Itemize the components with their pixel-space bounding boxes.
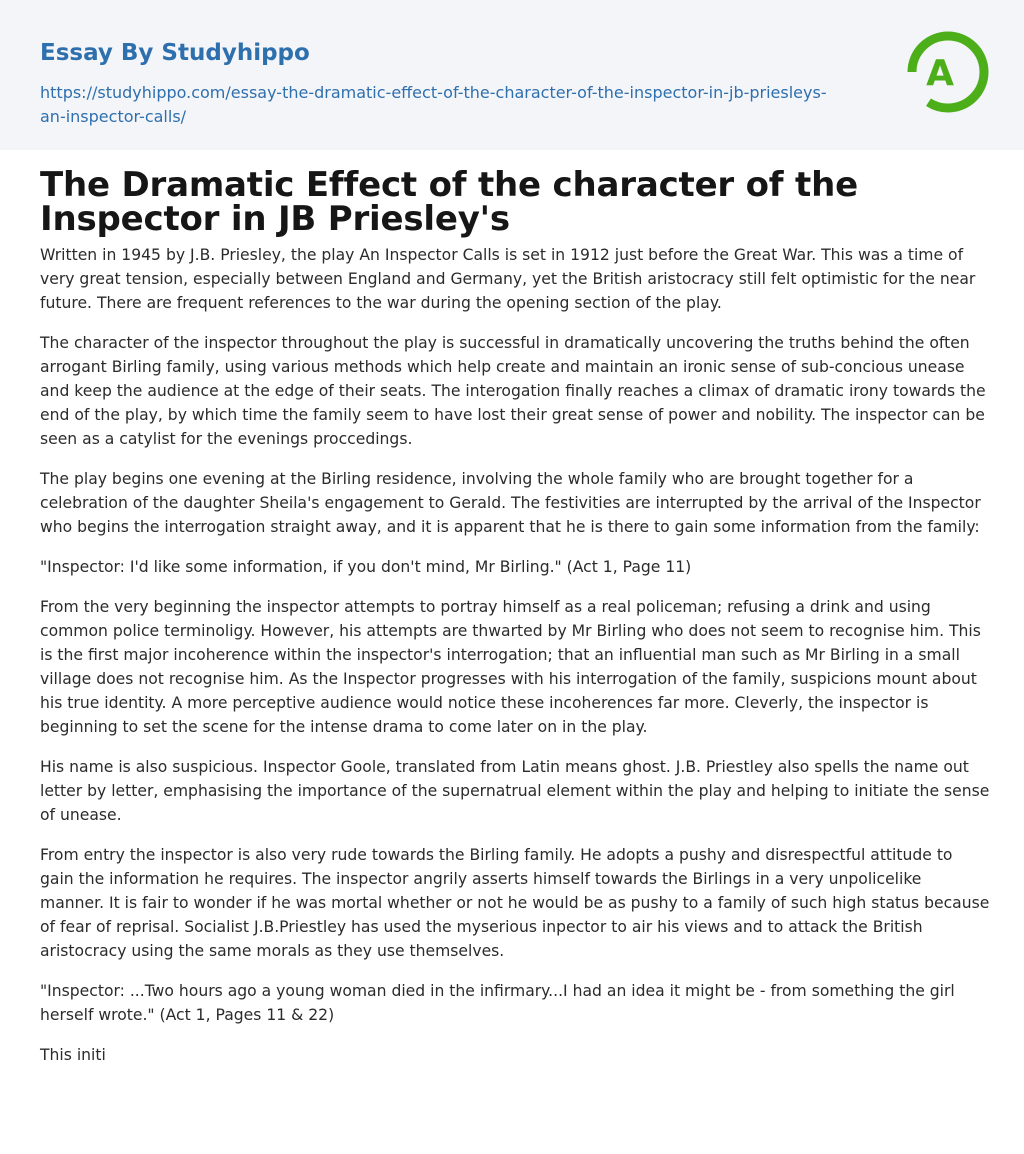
article-quote: "Inspector: ...Two hours ago a young woman died in the infirmary...I had an idea it might be - from something the girl herself wrote." (Act 1, Pages 11 & 22)	[40, 982, 955, 1024]
article	[40, 165, 990, 1083]
article-paragraph: His name is also suspicious. Inspector Goole, translated from Latin means ghost. J.B. Priestley also spells the name out letter by letter, emphasising the importance of the supernatrual element within the play and helping to initiate the sense of unease.	[40, 758, 990, 824]
site-brand[interactable]: Essay By Studyhippo	[40, 40, 310, 66]
essay-url-link[interactable]: https://studyhippo.com/essay-the-dramatic-effect-of-the-character-of-the-inspector-in-jb-priesleys-an-inspector-calls/	[40, 83, 827, 126]
site-header	[0, 0, 1024, 150]
article-paragraph: The character of the inspector throughout the play is successful in dramatically uncovering the truths behind the often arrogant Birling family, using various methods which help create and maintain an ironic sense of sub-concious unease and keep the audience at the edge of their seats. The interogation finally reaches a climax of dramatic irony towards the end of the play, by which time the family seem to have lost their great sense of power and nobility. The inspector can be seen as a catylist for the evenings proccedings.	[40, 334, 986, 448]
article-paragraph-truncated: This initi	[40, 1046, 106, 1064]
studyhippo-logo[interactable]	[903, 27, 993, 117]
svg-text:A: A	[926, 53, 954, 94]
article-paragraph: From the very beginning the inspector attempts to portray himself as a real policeman; refusing a drink and using common police terminoligy. However, his attempts are thwarted by Mr Birling who does not seem to recognise him. This is the first major incoherence within the inspector's interrogation; that an influential man such as Mr Birling in a small village does not recognise him. As the Inspector progresses with his interrogation of the family, suspicions mount about his true identity. A more perceptive audience would notice these incoherences far more. Cleverly, the inspector is beginning to set the scene for the intense drama to come later on in the play.	[40, 598, 981, 736]
article-paragraph: Written in 1945 by J.B. Priesley, the play An Inspector Calls is set in 1912 just before the Great War. This was a time of very great tension, especially between England and Germany, yet the British aristocracy still felt optimistic for the near future. There are frequent references to the war during the opening section of the play.	[40, 246, 976, 312]
article-quote: "Inspector: I'd like some information, if you don't mind, Mr Birling." (Act 1, Page 11)	[40, 558, 692, 576]
article-paragraph: From entry the inspector is also very rude towards the Birling family. He adopts a pushy and disrespectful attitude to gain the information he requires. The inspector angrily asserts himself towards the Birlings in a very unpolicelike manner. It is fair to wonder if he was mortal whether or not he would be as pushy to a family of such high status because of fear of reprisal. Socialist J.B.Priestley has used the myserious inpector to air his views and to attack the British aristocracy using the same morals as they use themselves.	[40, 846, 990, 960]
article-title: The Dramatic Effect of the character of the Inspector in JB Priesley's	[40, 165, 858, 239]
article-paragraph: The play begins one evening at the Birling residence, involving the whole family who are brought together for a celebration of the daughter Sheila's engagement to Gerald. The festivities are interrupted by the arrival of the Inspector who begins the interrogation straight away, and it is apparent that he is there to gain some information from the family:	[40, 470, 981, 536]
